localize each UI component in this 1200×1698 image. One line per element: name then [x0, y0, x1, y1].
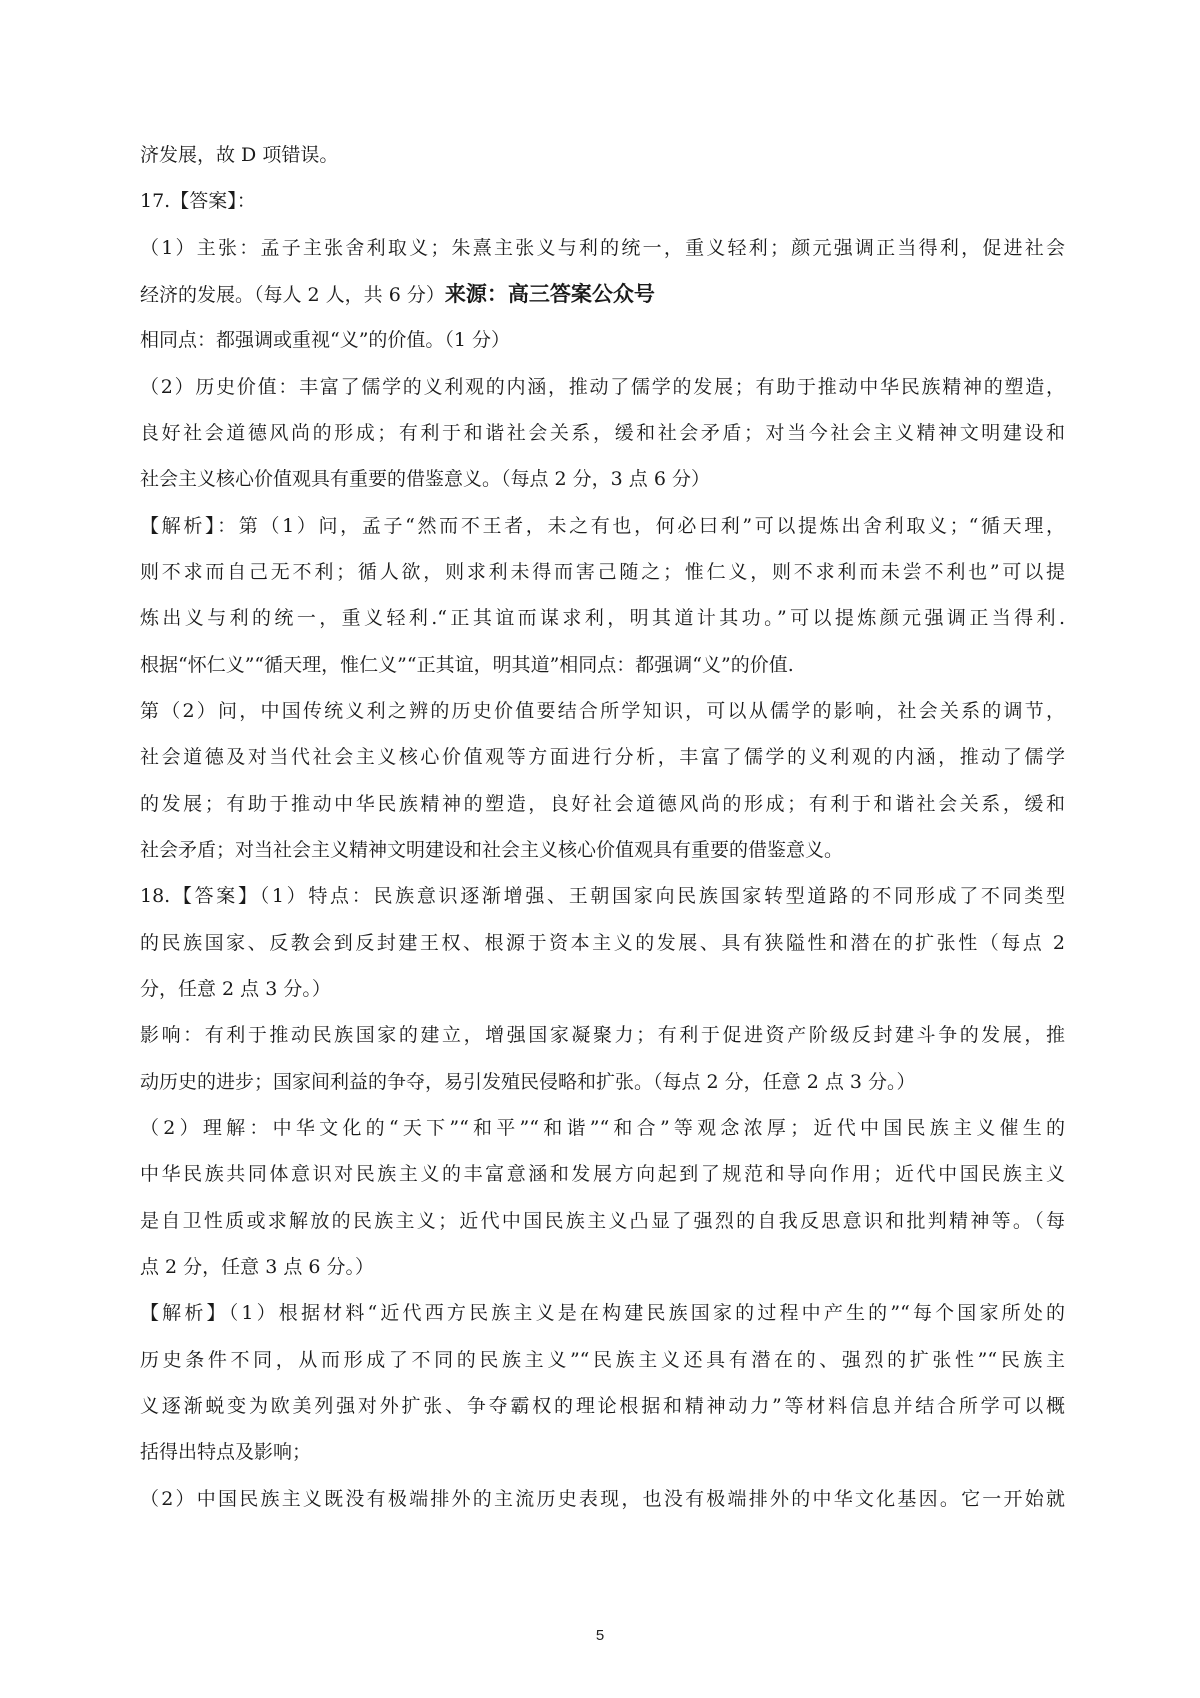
text-line: 分，任意 2 点 3 分。）: [140, 978, 331, 1000]
text-line: 的民族国家、反教会到反封建王权、根源于资本主义的发展、具有狭隘性和潜在的扩张性（每点 2: [140, 932, 1065, 954]
text-line: 良好社会道德风尚的形成；有利于和谐社会关系，缓和社会矛盾；对当今社会主义精神文明建设和: [140, 422, 1065, 444]
text-line: 历史条件不同，从而形成了不同的民族主义”“民族主义还具有潜在的、强烈的扩张性”“民族主: [140, 1349, 1065, 1371]
text-line: 炼出义与利的统一，重义轻利.“正其谊而谋求利，明其道计其功。”可以提炼颜元强调正当得利.: [140, 607, 1065, 629]
text-line: 动历史的进步；国家间利益的争夺，易引发殖民侵略和扩张。（每点 2 分，任意 2 点 3 分。）: [140, 1071, 916, 1093]
source-note: 来源：高三答案公众号: [444, 281, 655, 306]
text-line: 的发展；有助于推动中华民族精神的塑造，良好社会道德风尚的形成；有利于和谐社会关系，缓和: [140, 793, 1065, 815]
text-line: 影响：有利于推动民族国家的建立，增强国家凝聚力；有利于促进资产阶级反封建斗争的发展，推: [140, 1024, 1065, 1046]
text-line: 社会矛盾；对当社会主义精神文明建设和社会主义核心价值观具有重要的借鉴意义。: [140, 839, 844, 861]
text-line: 中华民族共同体意识对民族主义的丰富意涵和发展方向起到了规范和导向作用；近代中国民族主义: [140, 1163, 1065, 1185]
text-line: 社会主义核心价值观具有重要的借鉴意义。（每点 2 分，3 点 6 分）: [140, 468, 710, 490]
answer-heading-18: 18.【答案】（1）特点：民族意识逐渐增强、王朝国家向民族国家转型道路的不同形成了不同类型: [140, 885, 1065, 907]
text-line: 相同点：都强调或重视“义”的价值。（1 分）: [140, 329, 511, 351]
answer-heading-17: 17.【答案】：: [140, 190, 256, 212]
analysis-heading-18: 【解析】（1）根据材料“近代西方民族主义是在构建民族国家的过程中产生的”“每个国家所处的: [140, 1302, 1065, 1324]
text-line: 点 2 分，任意 3 点 6 分。）: [140, 1256, 375, 1278]
text-line: 济发展，故 D 项错误。: [140, 144, 339, 166]
text-line-with-source: [140, 279, 1065, 309]
text-line: 是自卫性质或求解放的民族主义；近代中国民族主义凸显了强烈的自我反思意识和批判精神等。（每: [140, 1210, 1065, 1232]
text-line: 第（2）问，中国传统义利之辨的历史价值要结合所学知识，可以从儒学的影响，社会关系的调节，: [140, 700, 1065, 722]
text-line: 括得出特点及影响；: [140, 1441, 312, 1463]
text-line: （1）主张：孟子主张舍利取义；朱熹主张义与利的统一，重义轻利；颜元强调正当得利，促进社会: [140, 237, 1065, 259]
text-line: 则不求而自己无不利；循人欲，则求利未得而害己随之；惟仁义，则不求利而未尝不利也”可以提: [140, 561, 1065, 583]
text-line: 根据“怀仁义”“循天理，惟仁义”“正其谊，明其道”相同点：都强调“义”的价值.: [140, 654, 794, 676]
page-number: 5: [595, 1627, 605, 1644]
text-line: （2）中国民族主义既没有极端排外的主流历史表现，也没有极端排外的中华文化基因。它一开始就: [140, 1488, 1065, 1510]
text-line: （2）理解：中华文化的“天下”“和平”“和谐”“和合”等观念浓厚；近代中国民族主义催生的: [140, 1117, 1065, 1139]
text-line: 社会道德及对当代社会主义核心价值观等方面进行分析，丰富了儒学的义利观的内涵，推动了儒学: [140, 746, 1065, 768]
text-line: 义逐渐蜕变为欧美列强对外扩张、争夺霸权的理论根据和精神动力”等材料信息并结合所学可以概: [140, 1395, 1065, 1417]
text-segment: 经济的发展。（每人 2 人，共 6 分）: [140, 284, 445, 306]
text-line: （2）历史价值：丰富了儒学的义利观的内涵，推动了儒学的发展；有助于推动中华民族精神的塑造，: [140, 376, 1065, 398]
analysis-heading-17: 【解析】：第（1）问，孟子“然而不王者，未之有也，何必曰利”可以提炼出舍利取义；“循天理，: [140, 515, 1065, 537]
